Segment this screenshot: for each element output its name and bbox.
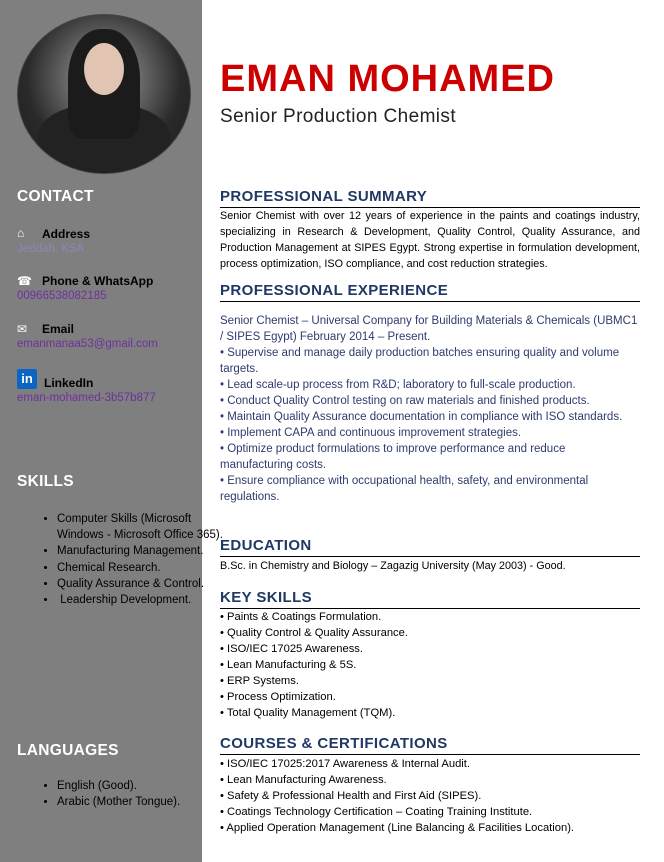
key-skill-item: • ERP Systems. <box>220 675 299 687</box>
linkedin-icon: in <box>17 369 37 389</box>
phone-label: Phone & WhatsApp <box>42 274 154 288</box>
experience-bullet: • Implement CAPA and continuous improvement strategies. <box>220 427 522 439</box>
experience-bullet: • Optimize product formulations to improve performance and reduce manufacturing costs. <box>220 443 566 471</box>
experience-list <box>220 313 640 505</box>
summary-heading: PROFESSIONAL SUMMARY <box>220 187 640 208</box>
skills-heading: SKILLS <box>17 473 74 490</box>
experience-bullet: • Lead scale-up process from R&D; laboratory to full-scale production. <box>220 379 576 391</box>
skill-item: • Leadership Development. <box>57 592 237 608</box>
key-skill-item: • Lean Manufacturing & 5S. <box>220 659 357 671</box>
email-label: Email <box>42 322 75 336</box>
course-item: • Applied Operation Management (Line Balancing & Facilities Location). <box>220 822 575 834</box>
key-skill-item: • Total Quality Management (TQM). <box>220 707 396 719</box>
key-skill-item: • ISO/IEC 17025 Awareness. <box>220 643 364 655</box>
linkedin-label: LinkedIn <box>44 376 94 390</box>
languages-heading: LANGUAGES <box>17 742 119 759</box>
phone-icon: ☎ <box>17 274 32 288</box>
courses-list <box>220 756 650 836</box>
skill-item: • Quality Assurance & Control. <box>57 576 237 592</box>
skill-item: • Manufacturing Management. <box>57 543 237 559</box>
phone-value[interactable]: 00966538082185 <box>17 290 107 302</box>
key-skills-heading: KEY SKILLS <box>220 588 640 609</box>
key-skill-item: • Process Optimization. <box>220 691 336 703</box>
summary-text: Senior Chemist with over 12 years of experience in the paints and coatings industry, specializing in Research & Development, Quality Control, Quality Assurance, and Production Management at SIPES Egypt. Strong expertise in formulation development, process optimization, ISO compliance, and cost reduction strategies. <box>220 210 640 270</box>
key-skills-list <box>220 609 650 721</box>
experience-bullet: • Ensure compliance with occupational health, safety, and environmental regulations. <box>220 475 589 503</box>
language-item: • Arabic (Mother Tongue). <box>57 794 237 810</box>
key-skill-item: • Paints & Coatings Formulation. <box>220 611 382 623</box>
language-item: • English (Good). <box>57 778 237 794</box>
key-skill-item: • Quality Control & Quality Assurance. <box>220 627 408 639</box>
course-item: • Coatings Technology Certification – Coating Training Institute. <box>220 806 533 818</box>
home-icon: ⌂ <box>17 226 25 240</box>
contact-heading: CONTACT <box>17 188 94 205</box>
address-value: Jeddah, KSA <box>17 243 85 255</box>
skills-list <box>17 511 237 608</box>
skill-item: • Chemical Research. <box>57 560 237 576</box>
experience-bullet: • Conduct Quality Control testing on raw materials and finished products. <box>220 395 590 407</box>
address-label: Address <box>42 227 91 241</box>
experience-heading: PROFESSIONAL EXPERIENCE <box>220 281 640 302</box>
email-value[interactable]: emanmanaa53@gmail.com <box>17 338 158 350</box>
experience-bullet: • Supervise and manage daily production batches ensuring quality and volume targets. <box>220 347 620 375</box>
courses-heading: COURSES & CERTIFICATIONS <box>220 734 640 755</box>
course-item: • Safety & Professional Health and First Aid (SIPES). <box>220 790 482 802</box>
job-title: Senior Production Chemist <box>220 106 456 127</box>
experience-role: Senior Chemist – Universal Company for Building Materials & Chemicals (UBMC1 / SIPES Egypt) February 2014 – Present. <box>220 315 638 343</box>
candidate-name: EMAN MOHAMED <box>220 58 555 100</box>
course-item: • Lean Manufacturing Awareness. <box>220 774 387 786</box>
education-heading: EDUCATION <box>220 536 640 557</box>
linkedin-value[interactable]: eman-mohamed-3b57b877 <box>17 392 156 404</box>
email-icon: ✉ <box>17 322 28 336</box>
education-text: B.Sc. in Chemistry and Biology – Zagazig University (May 2003) - Good. <box>220 560 566 572</box>
profile-photo <box>17 14 191 174</box>
skill-item: • Computer Skills (Microsoft Windows - Microsoft Office 365). <box>57 511 237 543</box>
experience-bullet: • Maintain Quality Assurance documentation in compliance with ISO standards. <box>220 411 623 423</box>
languages-list <box>17 778 237 810</box>
course-item: • ISO/IEC 17025:2017 Awareness & Internal Audit. <box>220 758 470 770</box>
